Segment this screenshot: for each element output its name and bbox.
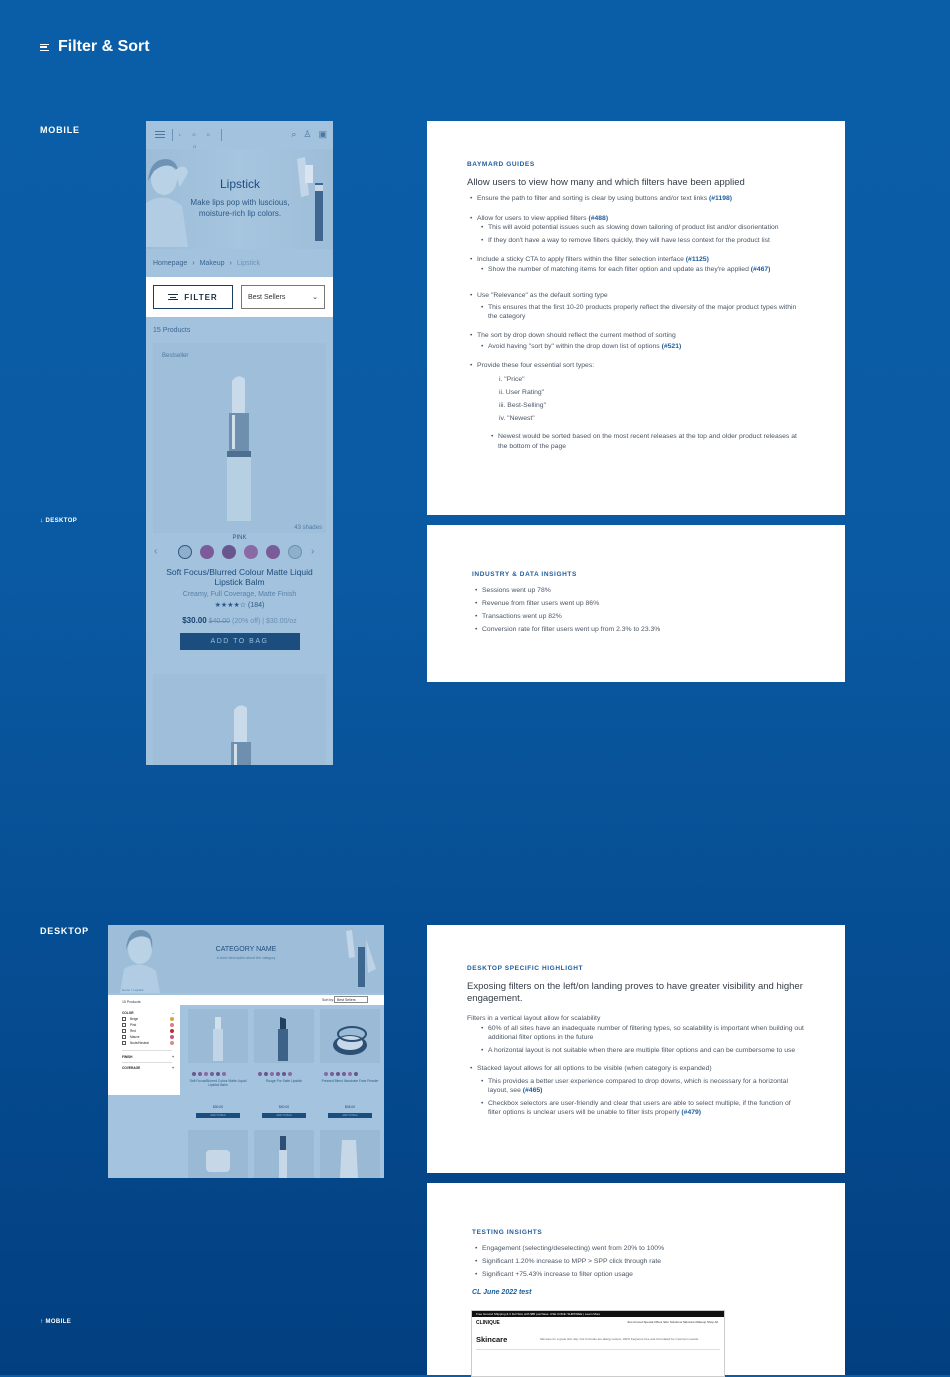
desktop-category-hero (108, 925, 384, 993)
filter-option[interactable]: Nude/Neutral (122, 1040, 180, 1046)
desktop-breadcrumb[interactable]: Home > Lipstick (122, 988, 144, 992)
jump-to-desktop-link[interactable]: ↓ DESKTOP (40, 518, 78, 524)
desktop-product-name[interactable]: Pressed Blend Illuminate Face Powder (321, 1079, 379, 1083)
breadcrumb (146, 249, 333, 277)
desktop-product-card[interactable] (188, 1009, 248, 1063)
hero-title: Lipstick (219, 177, 260, 191)
desktop-product-card[interactable] (188, 1130, 248, 1178)
desktop-filter-sidebar (108, 995, 180, 1095)
panel-lead: Allow users to view how many and which filters have been applied (467, 177, 745, 188)
guideline-subitem: • If they don't have a way to remove filters quickly, they will have less context for the product list (467, 236, 805, 246)
insight-item: • Sessions went up 78% (472, 584, 800, 597)
menu-icon (40, 44, 49, 51)
desktop-hero-subtitle: A short description about the category (216, 956, 276, 960)
jump-to-mobile-link[interactable]: ↑ MOBILE (40, 1319, 72, 1325)
filter-option[interactable]: Beige (122, 1016, 180, 1022)
filter-button-label: FILTER (184, 292, 218, 302)
filter-icon (168, 294, 178, 300)
filter-group-finish[interactable]: FINISH + (122, 1055, 174, 1059)
bestseller-badge: Bestseller (162, 353, 189, 359)
price-old: $40.00 (208, 618, 231, 625)
product-image-card[interactable] (153, 343, 326, 533)
reference-link[interactable]: (#1198) (708, 195, 733, 202)
chevron-right-icon[interactable]: › (311, 546, 315, 557)
desktop-product-card[interactable] (254, 1130, 314, 1178)
insight-item: • Engagement (selecting/deselecting) went from 20% to 100% (472, 1242, 800, 1255)
guideline-item: • Provide these four essential sort types: (467, 361, 805, 371)
guideline-subitem: • This will avoid potential issues such as slowing down tailoring of product list and/or disorientation (467, 223, 805, 233)
panel-heading: DESKTOP SPECIFIC HIGHLIGHT (467, 965, 584, 972)
desktop-swatches (258, 1072, 292, 1076)
product-price: $30.00 $40.00 (20% off) | $30.00/oz (182, 616, 297, 625)
guideline-item: • Ensure the path to filter and sorting is clear by using buttons and/or text links (#1198) (467, 194, 805, 204)
sort-type-item: iii. Best-Selling" (499, 402, 546, 409)
filter-group-color[interactable]: COLOR – (122, 1011, 174, 1015)
price-unit: $30.00/oz (266, 618, 297, 625)
page-title (40, 38, 150, 56)
reference-link[interactable]: (#479) (681, 1109, 702, 1116)
product-description: Creamy, Full Coverage, Matte Finish (182, 591, 297, 598)
sort-dropdown-value: Best Sellers (248, 293, 286, 301)
product-rating (146, 601, 333, 609)
reference-link[interactable]: (#1125) (685, 256, 709, 263)
lipstick-product-image (274, 1015, 292, 1061)
section-label-desktop: DESKTOP (40, 926, 89, 936)
insight-item: • Transactions went up 82% (472, 610, 800, 623)
search-icon[interactable]: ⌕ (291, 129, 297, 139)
desktop-add-to-bag-button[interactable]: ADD TO BAG (262, 1113, 306, 1118)
sort-label: Sort by: (322, 998, 335, 1002)
filter-option[interactable]: Mauve (122, 1034, 180, 1040)
hamburger-icon[interactable] (155, 131, 165, 138)
desktop-mockup (108, 925, 384, 1178)
breadcrumb-makeup[interactable]: Makeup (199, 259, 225, 267)
page-title-text: Filter & Sort (58, 38, 150, 55)
price-discount: (20% off) (232, 618, 261, 625)
section-label-mobile: MOBILE (40, 125, 80, 135)
desktop-product-name[interactable]: Rouge Pur Satin Lipstick (265, 1079, 303, 1083)
filter-option[interactable]: Red (122, 1028, 180, 1034)
guideline-subitem: • This ensures that the first 10-20 products properly reflect the diversity of the major product types within the category (467, 303, 805, 322)
brand-logo: CLINIQUE (476, 1320, 500, 1326)
insight-item: • Significant +75.43% increase to filter option usage (472, 1268, 800, 1281)
logo[interactable]: L O G O (172, 129, 222, 141)
category-title: Skincare (476, 1335, 508, 1344)
guideline-note: • Newest would be sorted based on the most recent releases at the top and older product releases at the bottom of the page (467, 432, 805, 451)
filter-option[interactable]: Pink (122, 1022, 180, 1028)
mobile-header (146, 121, 333, 149)
shade-name: PINK (232, 535, 247, 541)
price-current: $30.00 (182, 616, 207, 625)
guideline-subitem: • Avoid having "sort by" within the drop down list of options (#521) (467, 342, 805, 352)
filter-group-coverage[interactable]: COVERAGE + (122, 1066, 174, 1070)
product-image-card-2[interactable] (153, 674, 326, 765)
bag-icon[interactable]: ▣ (318, 129, 327, 139)
filter-sort-bar (146, 277, 333, 317)
highlight-subpoint: • 60% of all sites have an inadequate number of filtering types, so scalability is important when building out additional filter options in the future (467, 1024, 805, 1043)
filter-button[interactable] (153, 285, 233, 309)
swatch-1[interactable] (178, 545, 192, 559)
review-count[interactable]: (184) (248, 602, 265, 609)
lipstick-product-image (223, 702, 259, 765)
desktop-sort-bar (180, 995, 384, 1005)
guideline-item: • Include a sticky CTA to apply filters within the filter selection interface (#1125) (467, 255, 805, 265)
mobile-mockup (146, 121, 333, 765)
site-nav: Just Arrived Special Offers Skin Solutions Skincare Makeup Shop All (627, 1320, 718, 1324)
insight-item: • Revenue from filter users went up 86% (472, 597, 800, 610)
swatch-2[interactable] (200, 545, 214, 559)
lipstick-product-image (221, 373, 257, 523)
chevron-right-icon: › (192, 259, 195, 267)
highlight-subpoint: • A horizontal layout is not suitable when there are multiple filter options and can be cumbersome to use (467, 1046, 805, 1056)
guideline-subitem: • Show the number of matching items for each filter option and update as they're applied (#467) (467, 265, 805, 275)
promo-banner: Free Ground Shipping & 3 Full Size with $85 purchase. USE CODE: SHIPFREE | Learn More (472, 1311, 724, 1317)
lipstick-image (291, 155, 331, 245)
desktop-highlight-panel (427, 925, 845, 1173)
reference-link[interactable]: (#488) (588, 214, 609, 222)
panel-heading: INDUSTRY & DATA INSIGHTS (472, 571, 577, 578)
desktop-hero-title: CATEGORY NAME (215, 946, 277, 953)
desktop-product-card[interactable] (254, 1009, 314, 1063)
insight-item: • Conversion rate for filter users went up from 2.3% to 23.3% (472, 623, 800, 636)
guideline-item: • Allow for users to view applied filters (#488) (467, 214, 805, 224)
swatch-5[interactable] (266, 545, 280, 559)
panel-heading: TESTING INSIGHTS (472, 1229, 543, 1236)
compact-product-image (330, 1025, 370, 1057)
reference-link[interactable]: (#521) (661, 343, 682, 350)
desktop-product-name[interactable]: Soft Focus/Blurred Colour Matte Liquid Lipstick Balm (189, 1079, 247, 1087)
desktop-swatches (324, 1072, 358, 1076)
sort-type-item: iv. "Newest" (499, 415, 535, 422)
test-caption: CL June 2022 test (472, 1289, 532, 1296)
chevron-left-icon[interactable]: ‹ (154, 546, 158, 557)
highlight-subpoint: • This provides a better user experience compared to drop downs, which is necessary for a horizontal layout, see (#465) (467, 1077, 805, 1096)
panel-lead: Exposing filters on the left/on landing proves to have greater visibility and higher engagement. (467, 981, 803, 1004)
chevron-right-icon: › (229, 259, 232, 267)
sort-type-item: i. "Price" (499, 376, 525, 383)
industry-insights-panel (427, 525, 845, 682)
sort-type-item: ii. User Rating" (499, 389, 545, 396)
baymard-guides-panel (427, 121, 845, 515)
category-hero (146, 149, 333, 249)
sort-dropdown[interactable] (241, 285, 325, 309)
desktop-product-count: 15 Products (122, 1000, 141, 1004)
test-screenshot (471, 1310, 725, 1377)
highlight-subpoint: • Checkbox selectors are user-friendly and clear that users are able to select multiple, if the function of filter options is unclear users will be unable to filter lists properly (#479) (467, 1099, 805, 1118)
desktop-add-to-bag-button[interactable]: ADD TO BAG (196, 1113, 240, 1118)
insight-item: • Significant 1.20% increase to MPP > SPP click through rate (472, 1255, 800, 1268)
swatch-6[interactable] (288, 545, 302, 559)
desktop-product-price: $30.00 (212, 1105, 224, 1109)
desktop-product-card[interactable] (320, 1009, 380, 1063)
add-to-bag-button[interactable]: ADD TO BAG (180, 633, 300, 650)
guideline-item: • Use "Relevance" as the default sorting type (467, 291, 805, 301)
desktop-swatches (192, 1072, 226, 1076)
reference-link[interactable]: (#465) (522, 1087, 543, 1094)
highlight-point: • Stacked layout allows for all options to be visible (when category is expanded) (467, 1064, 805, 1074)
highlight-point: Filters in a vertical layout allow for scalability (467, 1015, 601, 1022)
chevron-down-icon: ⌄ (312, 294, 318, 301)
desktop-sort-dropdown[interactable]: Best Sellers (334, 996, 368, 1003)
product-count: 15 Products (153, 327, 191, 334)
shade-swatches (146, 543, 333, 561)
swatch-3[interactable] (222, 545, 236, 559)
divider (476, 1349, 720, 1350)
shades-count: 43 shades (294, 525, 322, 531)
desktop-add-to-bag-button[interactable]: ADD TO BAG (328, 1113, 372, 1118)
desktop-product-card[interactable] (320, 1130, 380, 1178)
panel-heading: BAYMARD GUIDES (467, 161, 535, 168)
desktop-product-price: $40.00 (278, 1105, 290, 1109)
desktop-product-price: $45.00 (344, 1105, 356, 1109)
category-description: Skincare for a great skin day. Our formulas are allergy tested, 100% fragrance free and formulated for maximum results. (540, 1337, 700, 1341)
product-name[interactable]: Soft Focus/Blurred Colour Matte Liquid Lipstick Balm (166, 567, 313, 587)
breadcrumb-home[interactable]: Homepage (153, 259, 188, 267)
hero-subtitle: Make lips pop with luscious, moisture-rich lip colors. (190, 198, 290, 218)
account-icon[interactable]: ♙ (303, 129, 312, 139)
reference-link[interactable]: (#467) (750, 265, 771, 273)
guideline-item: • The sort by drop down should reflect the current method of sorting (467, 331, 805, 341)
breadcrumb-current: Lipstick (236, 259, 261, 267)
lipstick-product-image (210, 1015, 226, 1061)
star-rating-icon: ★★★★☆ (214, 602, 247, 609)
swatch-4[interactable] (244, 545, 258, 559)
